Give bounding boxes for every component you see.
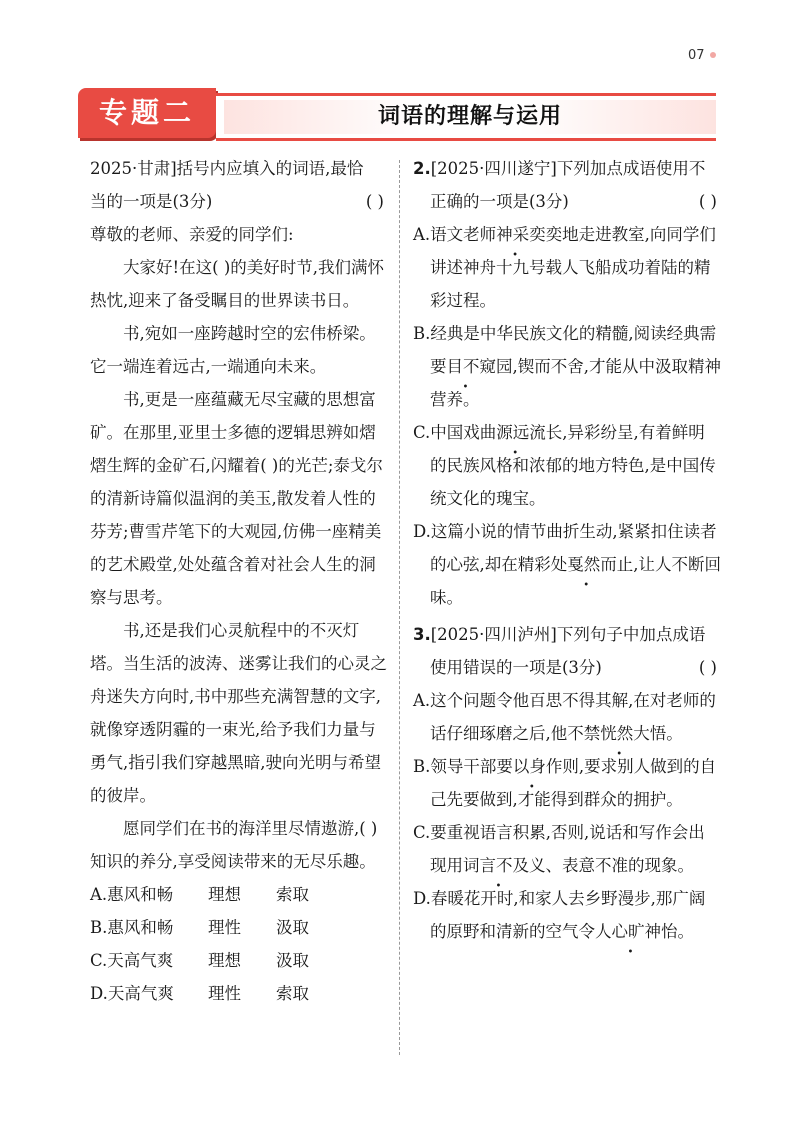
q3-stem-line2: 使用错误的一项是(3分) ( ) [413, 651, 721, 684]
q2-option-c: C.中国戏曲源远流长,异彩纷呈,有着鲜明的民族风格和浓郁的地方特色,是中国传统文化的瑰宝。 [413, 423, 716, 508]
emphasized-idiom: 以身作则 [512, 757, 579, 776]
emphasized-idiom: 言不及义 [479, 856, 546, 875]
q1-option-b: B.惠风和畅 理性 汲取 [90, 918, 309, 937]
answer-paren: ( ) [698, 658, 717, 677]
q3-option-c: C.要重视语言积累,否则,说话和写作会出现用词言不及义、表意不准的现象。 [413, 823, 705, 875]
emphasized-idiom: 恍然大悟 [600, 724, 667, 743]
q2-stem-line2: 正确的一项是(3分) ( ) [413, 185, 721, 218]
q2-option-d: D.这篇小说的情节曲折生动,紧紧扣住读者的心弦,却在精彩处戛然而止,让人不断回味。 [413, 522, 721, 607]
q2-option-a: A.语文老师神采奕奕地走进教室,向同学们讲述神舟十九号载人飞船成功着陆的精彩过程。 [413, 225, 716, 310]
section-banner-label: 专题二 [98, 96, 195, 129]
q1-option-c: C.天高气爽 理想 汲取 [90, 951, 309, 970]
q1-option-a: A.惠风和畅 理想 索取 [90, 885, 309, 904]
q1-paragraph-3: 书,更是一座蕴藏无尽宝藏的思想富矿。在那里,亚里士多德的逻辑思辨如熠熠生辉的金矿石,闪耀着( )的光芒;泰戈尔的清新诗篇似温润的美玉,散发着人性的芬芳;曹雪芹笔下的大观园,仿佛一座精美的艺术殿堂,处处蕴含着对社会人生的洞察与思考。 [90, 390, 383, 607]
q3-number: 3. [413, 625, 431, 644]
right-column [413, 152, 721, 948]
emphasized-idiom: 心旷神怡 [611, 922, 678, 941]
page-title: 词语的理解与运用 [377, 104, 562, 129]
q2-option-b: B.经典是中华民族文化的精髓,阅读经典需要目不窥园,锲而不舍,才能从中汲取精神营养。 [413, 324, 721, 409]
q1-paragraph-5: 愿同学们在书的海洋里尽情遨游,( )知识的养分,享受阅读带来的无尽乐趣。 [90, 819, 378, 871]
q2-stem-line1: 2.[2025·四川遂宁]下列加点成语使用不 [413, 159, 706, 178]
page-number-dot [710, 52, 716, 58]
q1-paragraph-4: 书,还是我们心灵航程中的不灭灯塔。当生活的波涛、迷雾让我们的心灵之舟迷失方向时,书中那些充满智慧的文字,就像穿透阴霾的一束光,给予我们力量与勇气,指引我们穿越黑暗,驶向光明与希望的彼岸。 [90, 621, 387, 805]
q3-option-a: A.这个问题令他百思不得其解,在对老师的话仔细琢磨之后,他不禁恍然大悟。 [413, 691, 716, 743]
question-2 [413, 152, 721, 614]
title-bar [216, 93, 716, 141]
answer-paren: ( ) [365, 192, 384, 211]
question-1 [90, 152, 388, 1010]
question-3 [413, 618, 721, 948]
q3-option-d: D.春暖花开时,和家人去乡野漫步,那广阔的原野和清新的空气令人心旷神怡。 [413, 889, 706, 941]
q1-stem-line1: 2025·甘肃]括号内应填入的词语,最恰 [90, 159, 364, 178]
q1-option-d: D.天高气爽 理性 索取 [90, 984, 309, 1003]
q1-paragraph-2: 书,宛如一座跨越时空的宏伟桥梁。它一端连着远古,一端通向未来。 [90, 324, 376, 376]
page-number: 07 [688, 48, 705, 63]
q3-stem-line1: 3.[2025·四川泸州]下列句子中加点成语 [413, 625, 706, 644]
emphasized-idiom: 戛然而止 [567, 555, 634, 574]
q1-stem-line2: 当的一项是(3分) ( ) [90, 185, 388, 218]
section-banner [78, 88, 216, 138]
emphasized-idiom: 目不窥园 [446, 357, 513, 376]
q3-option-b: B.领导干部要以身作则,要求别人做到的自己先要做到,才能得到群众的拥护。 [413, 757, 717, 809]
q1-paragraph-1: 大家好!在这( )的美好时节,我们满怀热忱,迎来了备受瞩目的世界读书日。 [90, 258, 384, 310]
answer-paren: ( ) [698, 192, 717, 211]
emphasized-idiom: 源远流长 [496, 423, 563, 442]
q2-number: 2. [413, 159, 431, 178]
column-divider [399, 160, 400, 1055]
emphasized-idiom: 神采奕奕 [496, 225, 563, 244]
q1-salutation: 尊敬的老师、亲爱的同学们: [90, 225, 294, 244]
